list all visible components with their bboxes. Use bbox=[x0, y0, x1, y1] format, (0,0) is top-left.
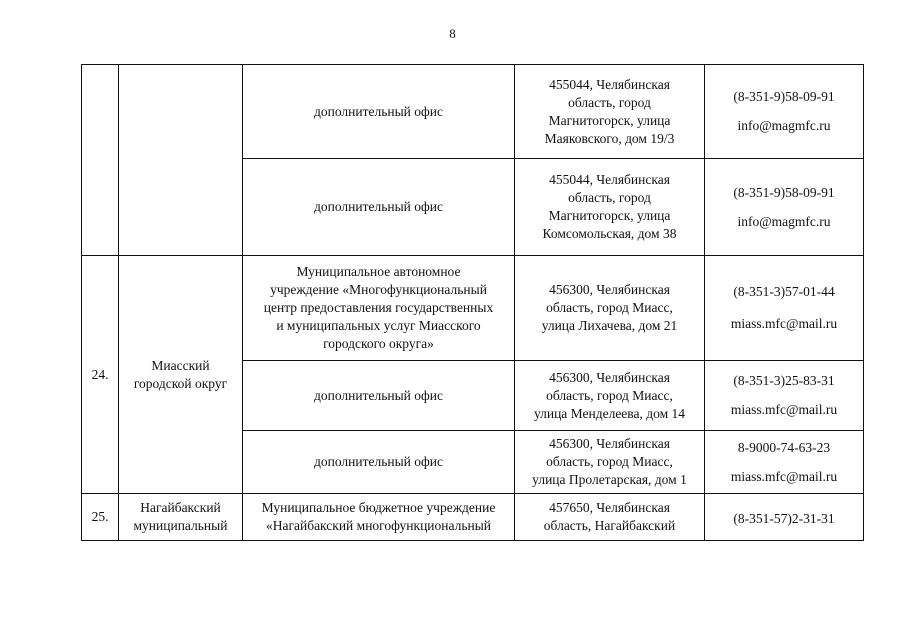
email-address: info@magmfc.ru bbox=[737, 213, 831, 229]
organization-line: городского округа» bbox=[323, 336, 434, 351]
email-address: miass.mfc@mail.ru bbox=[730, 468, 838, 484]
organization-line: и муниципальных услуг Миасского bbox=[276, 318, 481, 333]
phone-number: (8-351-3)25-83-31 bbox=[733, 373, 835, 388]
contact-cell bbox=[705, 159, 864, 256]
page-number: 8 bbox=[449, 26, 456, 41]
address-line: улица Менделеева, дом 14 bbox=[533, 405, 686, 421]
address-line: область, город bbox=[568, 94, 651, 110]
address-line: Маяковского, дом 19/3 bbox=[544, 130, 675, 146]
address-line: Магнитогорск, улица bbox=[548, 112, 671, 128]
organization-cell bbox=[243, 256, 515, 361]
organization-cell bbox=[243, 159, 515, 256]
organization-cell bbox=[243, 494, 515, 541]
municipality-cell bbox=[119, 494, 243, 541]
contact-cell bbox=[705, 494, 864, 541]
municipality-line: Миасский bbox=[151, 357, 210, 373]
address-line: 456300, Челябинская bbox=[549, 369, 670, 385]
organization-line: учреждение «Многофункциональный bbox=[270, 282, 487, 297]
municipality-line: муниципальный bbox=[133, 518, 228, 533]
table-row bbox=[82, 494, 864, 541]
contact-cell bbox=[705, 65, 864, 159]
phone-number: (8-351-57)2-31-31 bbox=[733, 510, 835, 526]
contact-cell bbox=[705, 361, 864, 431]
organization-cell bbox=[243, 431, 515, 494]
address-line: Магнитогорск, улица bbox=[548, 208, 671, 223]
email-address: miass.mfc@mail.ru bbox=[730, 402, 838, 417]
address-cell bbox=[515, 431, 705, 494]
organization-line: центр предоставления государственных bbox=[263, 300, 494, 315]
address-line: улица Лихачева, дом 21 bbox=[541, 318, 678, 333]
phone-number: (8-351-9)58-09-91 bbox=[733, 89, 835, 104]
address-line: улица Пролетарская, дом 1 bbox=[532, 472, 687, 487]
email-address: info@magmfc.ru bbox=[737, 118, 831, 133]
municipality-line: Нагайбакский bbox=[140, 500, 221, 515]
address-line: 455044, Челябинская bbox=[549, 172, 670, 187]
organization-line: дополнительный офис bbox=[314, 387, 443, 403]
municipality-cell bbox=[119, 256, 243, 494]
municipality-cell bbox=[119, 65, 243, 256]
email-address: miass.mfc@mail.ru bbox=[730, 316, 838, 331]
contact-cell bbox=[705, 431, 864, 494]
row-number-cell bbox=[82, 65, 119, 256]
address-line: область, город bbox=[568, 190, 651, 205]
phone-number: (8-351-3)57-01-44 bbox=[733, 284, 835, 299]
row-number-cell: 25. bbox=[82, 494, 119, 541]
address-cell bbox=[515, 65, 705, 159]
address-line: 456300, Челябинская bbox=[549, 436, 670, 451]
organization-line: дополнительный офис bbox=[314, 103, 443, 119]
organization-line: дополнительный офис bbox=[314, 199, 443, 214]
table-row bbox=[82, 256, 864, 361]
table-row bbox=[82, 65, 864, 159]
organization-line: «Нагайбакский многофункциональный bbox=[265, 518, 492, 533]
mfc-registry-table bbox=[81, 64, 864, 541]
address-cell bbox=[515, 256, 705, 361]
phone-number: 8-9000-74-63-23 bbox=[737, 439, 831, 455]
organization-cell bbox=[243, 65, 515, 159]
address-line: область, город Миасс, bbox=[546, 454, 673, 469]
municipality-line: городской округ bbox=[133, 375, 228, 391]
row-number-cell: 24. bbox=[82, 256, 119, 494]
address-cell bbox=[515, 159, 705, 256]
address-line: 455044, Челябинская bbox=[549, 76, 670, 92]
address-line: Комсомольская, дом 38 bbox=[542, 226, 677, 241]
organization-line: Муниципальное бюджетное учреждение bbox=[261, 500, 496, 515]
organization-line: Муниципальное автономное bbox=[296, 264, 461, 279]
address-line: 457650, Челябинская bbox=[549, 500, 670, 515]
phone-number: (8-351-9)58-09-91 bbox=[733, 184, 835, 200]
organization-line: дополнительный офис bbox=[314, 454, 443, 469]
address-line: область, город Миасс, bbox=[546, 387, 673, 403]
address-cell bbox=[515, 361, 705, 431]
address-cell bbox=[515, 494, 705, 541]
address-line: область, Нагайбакский bbox=[543, 518, 676, 533]
address-line: 456300, Челябинская bbox=[549, 282, 670, 297]
address-line: область, город Миасс, bbox=[546, 300, 673, 315]
contact-cell bbox=[705, 256, 864, 361]
organization-cell bbox=[243, 361, 515, 431]
